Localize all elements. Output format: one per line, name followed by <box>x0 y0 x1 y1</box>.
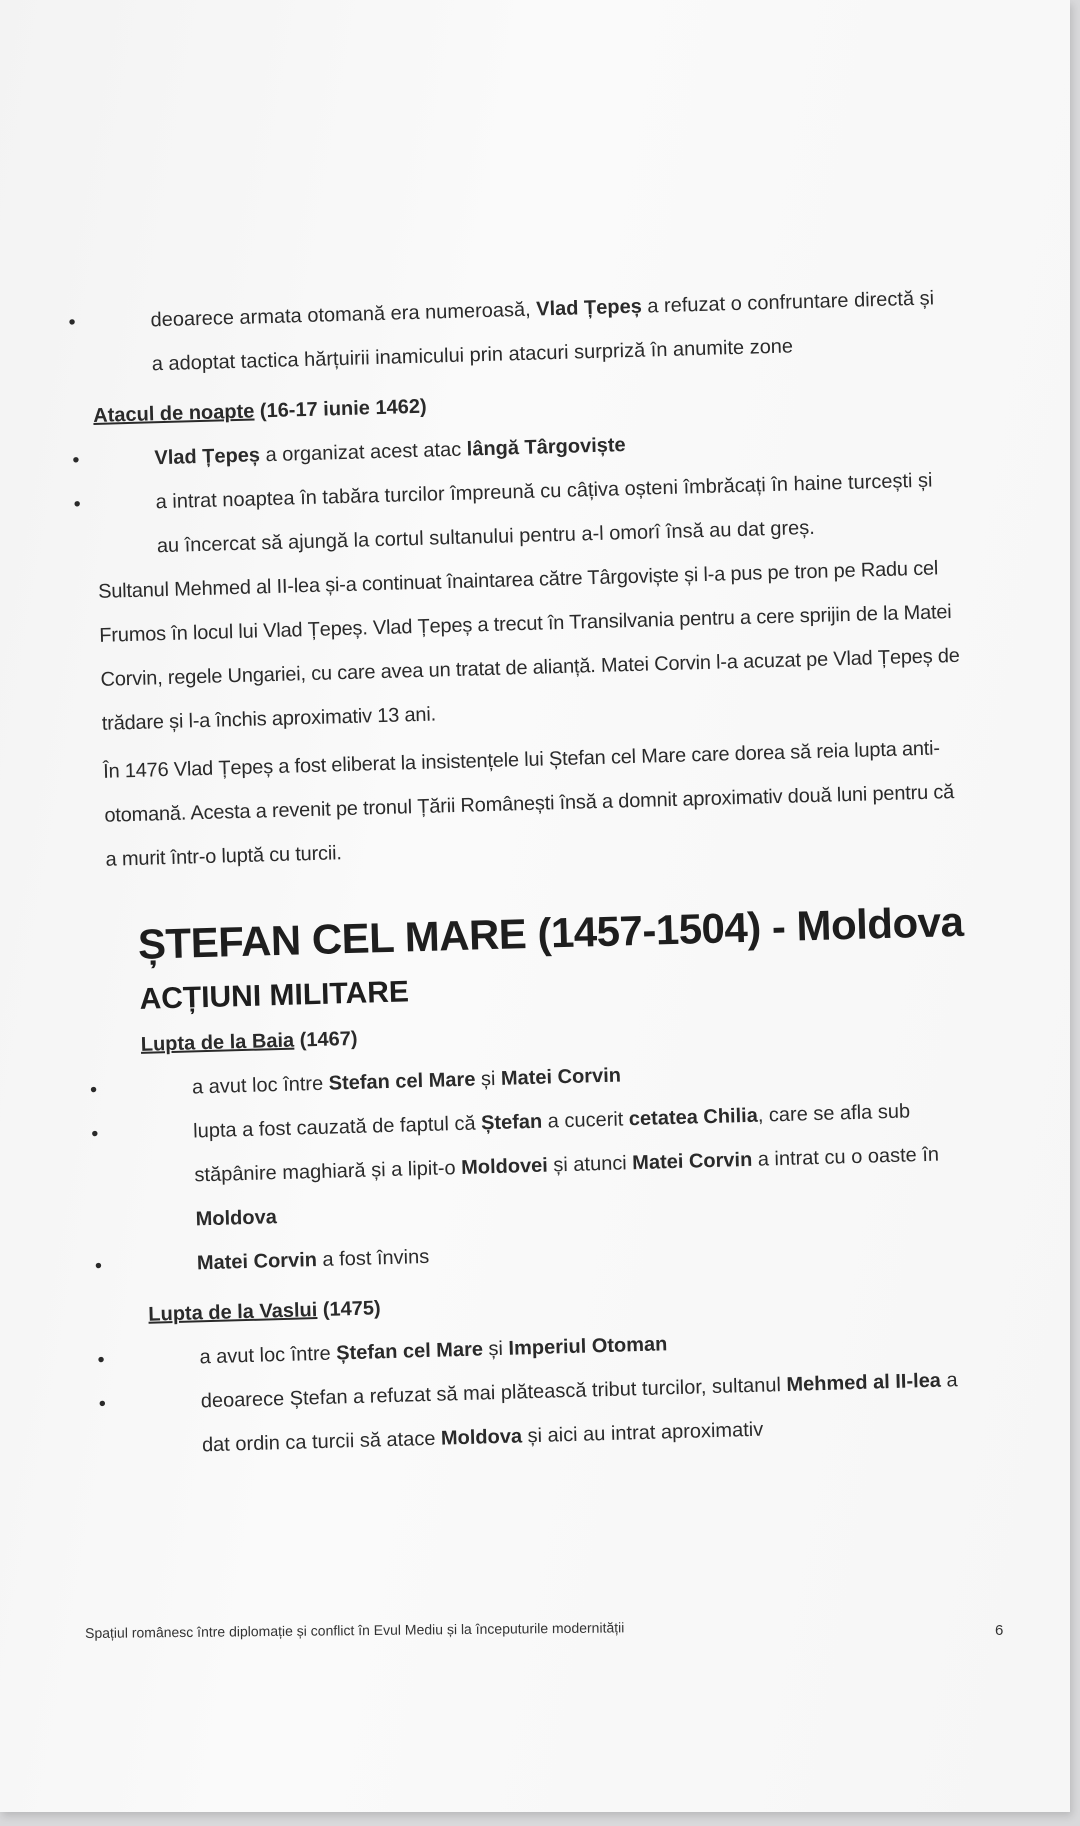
chapter-title: ȘTEFAN CEL MARE (1457-1504) - Moldova <box>137 897 964 968</box>
heading-lupta-baia: Lupta de la Baia (1467) <box>140 1027 358 1056</box>
heading-atacul-de-noapte: Atacul de noapte (16-17 iunie 1462) <box>92 395 427 427</box>
page-content <box>90 276 982 1470</box>
intro-list <box>90 276 952 388</box>
list-item: • deoarece Ștefan a refuzat să mai plătească tribut turcilor, sultanul Mehmed al II-lea a dat ordin ca turcii să atace Moldova și aici au intrat aproximativ <box>120 1358 982 1470</box>
list-item: • a avut loc între Ștefan cel Mare și Imperiul Otoman <box>119 1314 980 1382</box>
section-heading: ACȚIUNI MILITARE <box>139 975 410 1016</box>
atac-list <box>94 414 957 570</box>
vaslui-list <box>119 1314 982 1470</box>
list-item: • deoarece armata otomană era numeroasă, Vlad Țepeș a refuzat o confruntare directă și a adoptat tactica hărțuirii inamicului prin atacuri surpriză în anumite zone <box>90 276 952 388</box>
list-item: • lupta a fost cauzată de faptul că Ștefan a cucerit cetatea Chilia, care se afla sub stăpânire maghiară și a lipit-o Moldovei și atunci Matei Corvin a intrat cu o oaste în Moldova <box>113 1088 976 1244</box>
page-number: 6 <box>995 1622 1004 1639</box>
list-item: • Matei Corvin a fost învins <box>116 1220 977 1288</box>
heading-lupta-vaslui: Lupta de la Vaslui (1475) <box>148 1297 381 1326</box>
list-item: • Vlad Țepeș a organizat acest atac lângă Târgoviște <box>94 414 955 482</box>
paragraph-mehmed: Sultanul Mehmed al II-lea și-a continuat înaintarea către Târgoviște și l-a pus pe tron pe Radu cel Frumos în locul lui Vlad Țepeș. Vlad Țepeș a trecut în Transilvania pentru a cere sprijin de la Matei Corvin, regele Ungariei, cu care avea un tratat de alianță. Matei Corvin l-a acuzat pe Vlad Țepeș de trădare și l-a închis aproximativ 13 ani. <box>97 557 960 735</box>
baia-list <box>111 1044 977 1288</box>
list-item: • a avut loc între Stefan cel Mare și Matei Corvin <box>111 1044 972 1112</box>
paragraph-1476: În 1476 Vlad Țepeș a fost eliberat la insistențele lui Ștefan cel Mare care dorea să reia lupta anti-otomană. Acesta a revenit pe tronul Țării Românești însă a domnit aproximativ două luni pentru că a murit într-o luptă cu turcii. <box>102 737 955 871</box>
page-footer: Spațiul românesc între diplomație și conflict în Evul Mediu și la începuturile modernității <box>85 1619 625 1641</box>
list-item: • a intrat noaptea în tabăra turcilor împreună cu câțiva oșteni îmbrăcați în haine turcești și au încercat să ajungă la cortul sultanului pentru a-l omorî însă au dat greș. <box>95 458 957 570</box>
